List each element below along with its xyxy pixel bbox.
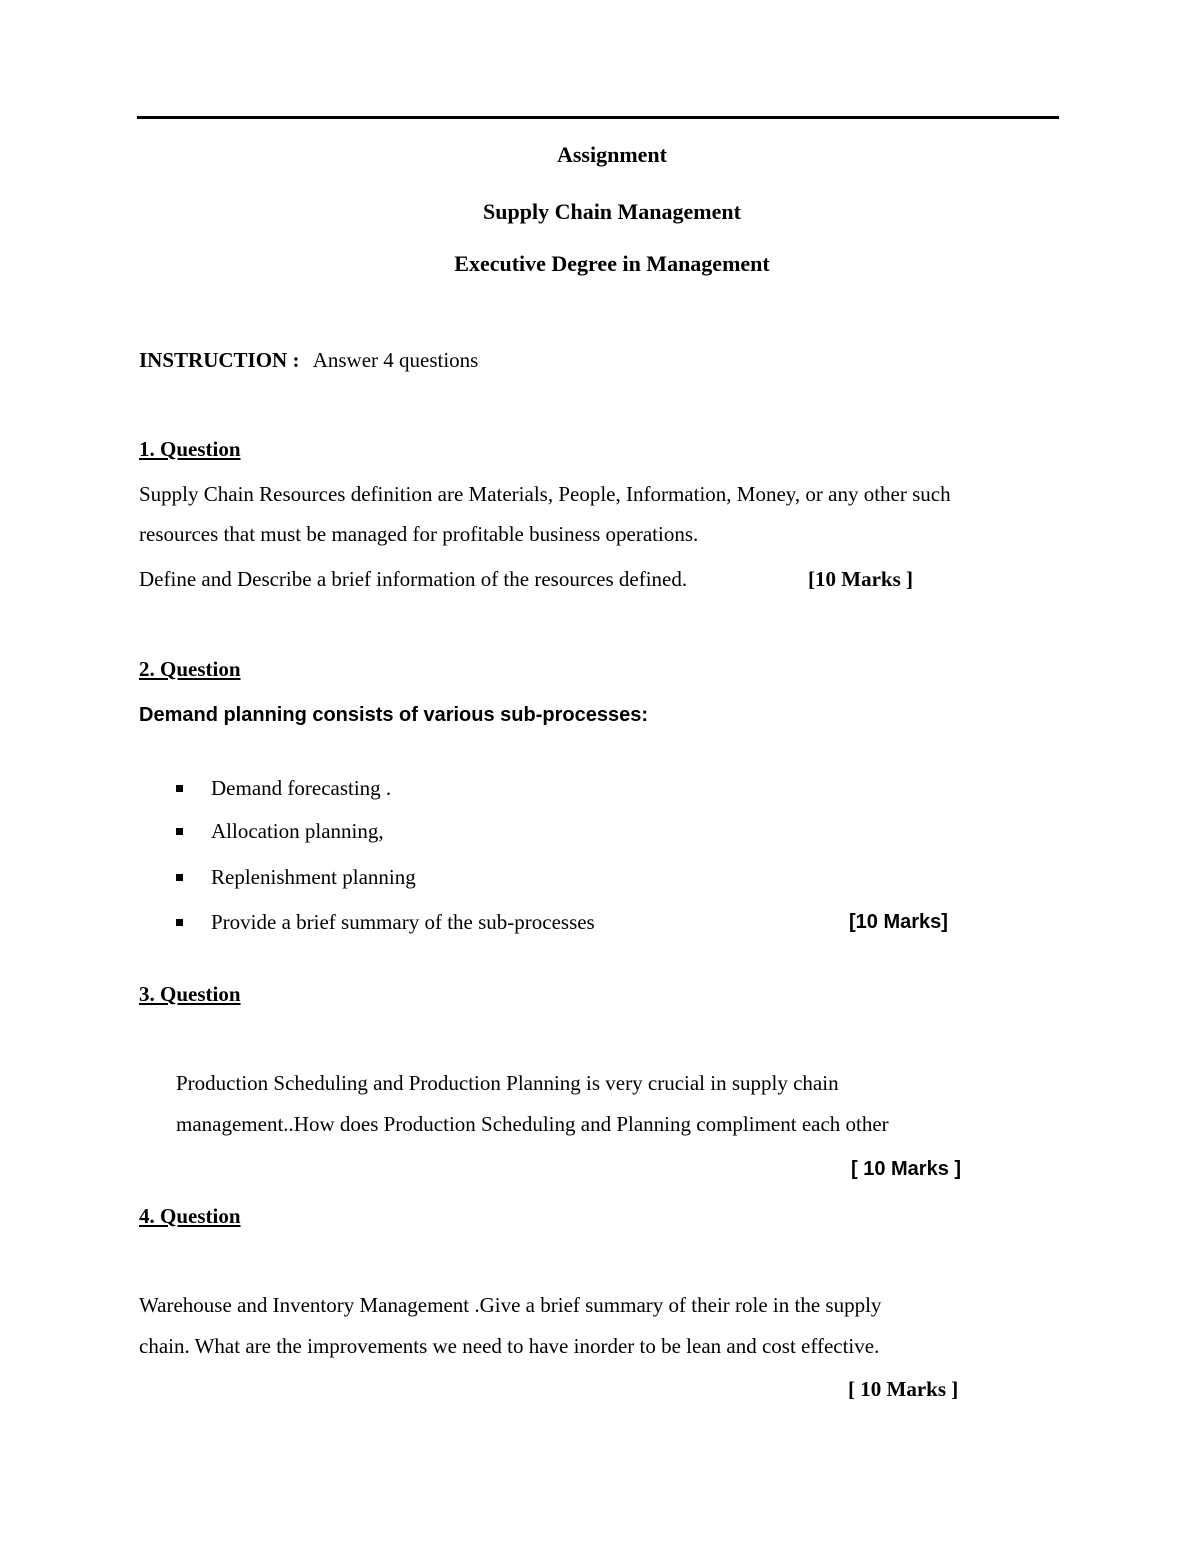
question-2-bullet-3: Replenishment planning <box>211 865 416 889</box>
question-2-bullet-2: Allocation planning, <box>211 819 384 843</box>
question-4-line-1: Warehouse and Inventory Management .Give a brief summary of their role in the supply <box>139 1293 882 1317</box>
question-4-heading: 4. Question <box>139 1204 241 1228</box>
question-3-heading: 3. Question <box>139 982 241 1006</box>
bullet-icon <box>176 874 183 881</box>
instruction-text: Answer 4 questions <box>312 348 479 372</box>
question-2-intro: Demand planning consists of various sub-processes: <box>139 704 649 726</box>
question-1-marks: [10 Marks ] <box>808 567 913 591</box>
question-1-line-2: resources that must be managed for profitable business operations. <box>139 522 699 546</box>
question-1-heading: 1. Question <box>139 437 241 461</box>
question-2-marks: [10 Marks] <box>849 911 948 933</box>
header-rule <box>137 116 1059 119</box>
question-4-marks: [ 10 Marks ] <box>848 1377 959 1401</box>
document-title: Assignment <box>556 142 667 167</box>
bullet-icon <box>176 828 183 835</box>
instruction-label: INSTRUCTION : <box>139 348 300 372</box>
program-title: Executive Degree in Management <box>454 251 770 276</box>
question-2-bullet-4: Provide a brief summary of the sub-processes <box>211 910 595 934</box>
question-3-marks: [ 10 Marks ] <box>851 1158 962 1180</box>
instruction-line <box>139 347 478 373</box>
bullet-icon <box>176 785 183 792</box>
bullet-icon <box>176 919 183 926</box>
course-title: Supply Chain Management <box>483 199 741 224</box>
question-3-line-1: Production Scheduling and Production Planning is very crucial in supply chain <box>176 1071 839 1095</box>
question-1-line-1: Supply Chain Resources definition are Materials, People, Information, Money, or any other such <box>139 482 951 506</box>
question-2-bullet-1: Demand forecasting . <box>211 776 392 800</box>
question-4-line-2: chain. What are the improvements we need to have inorder to be lean and cost effective. <box>139 1334 880 1358</box>
question-1-line-3: Define and Describe a brief information of the resources defined. <box>139 567 688 591</box>
question-2-heading: 2. Question <box>139 657 241 681</box>
question-3-line-2: management..How does Production Scheduling and Planning compliment each other <box>176 1112 889 1136</box>
